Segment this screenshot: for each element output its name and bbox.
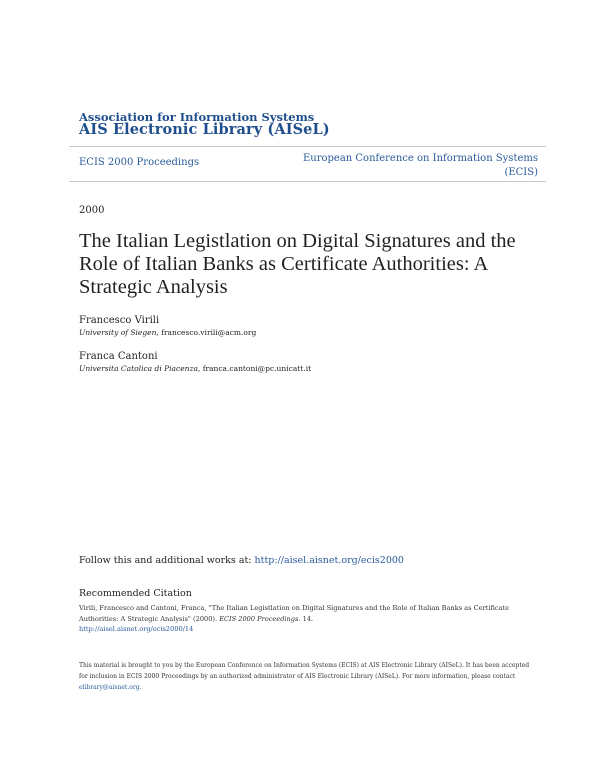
citation-body: Virili, Francesco and Cantoni, Franca, "The Italian Legistlation on Digital Signatures and the Role of Italian Banks as Certificate Authorities: A Strategic Analysis" (2000). bbox=[79, 604, 510, 623]
citation-text bbox=[79, 603, 529, 635]
author-name: Francesco Virili bbox=[79, 315, 160, 326]
top-divider bbox=[69, 146, 546, 147]
conference-link[interactable]: European Conference on Information Systems (ECIS) bbox=[302, 153, 538, 178]
citation-link[interactable]: http://aisel.aisnet.org/ecis2000/14 bbox=[79, 625, 194, 633]
library-name[interactable]: AIS Electronic Library (AISeL) bbox=[79, 121, 330, 138]
follow-line bbox=[79, 555, 404, 566]
author-affiliation bbox=[79, 328, 256, 337]
author-email: , francesco.virili@acm.org bbox=[156, 328, 257, 337]
citation-suffix: . 14. bbox=[298, 614, 314, 623]
author-name: Franca Cantoni bbox=[79, 351, 158, 362]
publication-year: 2000 bbox=[79, 205, 105, 216]
author-email: , franca.cantoni@pc.unicatt.it bbox=[197, 364, 312, 373]
author-institution: University of Siegen bbox=[79, 328, 157, 337]
bottom-divider bbox=[69, 181, 546, 182]
citation-venue: ECIS 2000 Proceedings bbox=[219, 614, 299, 623]
proceedings-link[interactable]: ECIS 2000 Proceedings bbox=[79, 157, 200, 168]
contact-email-link[interactable]: elibrary@aisnet.org bbox=[79, 684, 140, 691]
follow-text: Follow this and additional works at: bbox=[79, 555, 255, 566]
footer-notice bbox=[79, 660, 534, 693]
recommended-citation-heading: Recommended Citation bbox=[79, 588, 192, 599]
association-name[interactable]: Association for Information Systems bbox=[79, 110, 315, 124]
footer-text: This material is brought to you by the European Conference on Information Systems (ECIS) at AIS Electronic Library (AISeL). It has been accepted for inclusion in ECIS 2000 Proceedings by an authorized administrator of AIS Electronic Library (AISeL). For more information, please contact bbox=[79, 662, 530, 680]
author-institution: Universita Catolica di Piacenza bbox=[79, 364, 198, 373]
follow-link[interactable]: http://aisel.aisnet.org/ecis2000 bbox=[254, 555, 404, 566]
paper-title: The Italian Legistlation on Digital Signatures and the Role of Italian Banks as Certificate Authorities: A Strategic Analysis bbox=[79, 230, 516, 298]
footer-end: . bbox=[139, 684, 142, 691]
author-affiliation bbox=[79, 364, 311, 373]
